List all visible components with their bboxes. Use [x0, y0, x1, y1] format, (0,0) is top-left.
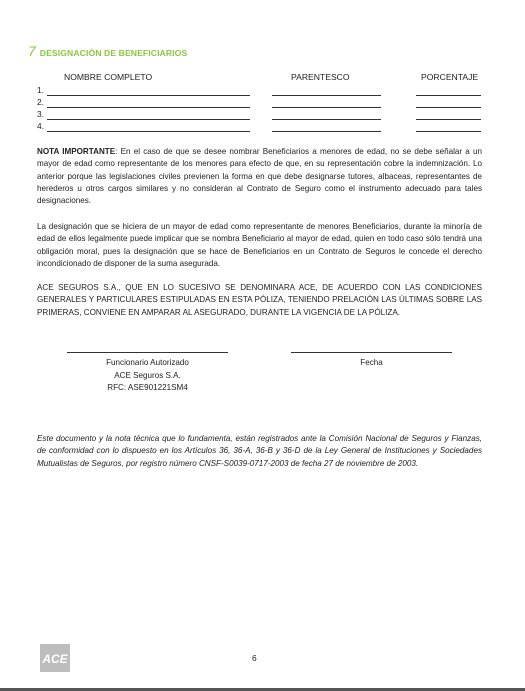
- name-field-line[interactable]: [47, 119, 250, 120]
- column-header-percentage: PORCENTAJE: [421, 72, 479, 82]
- signature-block-left: [67, 357, 228, 395]
- percentage-field-line[interactable]: [416, 131, 481, 132]
- column-header-relationship: PARENTESCO: [291, 72, 350, 82]
- company-rfc: RFC: ASE901221SM4: [107, 383, 188, 392]
- column-header-name: NOMBRE COMPLETO: [64, 72, 153, 82]
- registration-note: Este documento y la nota técnica que lo fundamenta, están registrados ante la Comisión Nacional de Seguros y Fianzas, de conformidad con lo dispuesto en los Artículos 36, 36-A, 36-B y 36-D de la Ley General de Instituciones y Sociedades Mutualistas de Seguros, por registro número CNSF-S0039-0717-2003 de fecha 27 de noviembre de 2003.: [37, 434, 482, 468]
- name-field-line[interactable]: [47, 131, 250, 132]
- important-note-text: : En el caso de que se desee nombrar Beneficiarios a menores de edad, no se debe señalar a un mayor de edad como representante de los menores para efecto de que, en su representación cobre la indemnización. Lo anterior porque las legislaciones civiles previenen la forma en que debe designarse tutores, albaceas, representantes de herederos u otros cargos similares y no consideran al Contrato de Seguro como el instrumento adecuado para tales designaciones.: [37, 147, 482, 206]
- row-number: 4.: [37, 121, 44, 131]
- ace-logo: [40, 644, 70, 672]
- signature-block-right: [291, 357, 452, 370]
- section-number: 7: [28, 43, 36, 59]
- beneficiary-row: [37, 85, 482, 95]
- section-title: DESIGNACIÓN DE BENEFICIARIOS: [39, 48, 188, 58]
- beneficiary-row: [37, 109, 482, 119]
- row-number: 3.: [37, 109, 44, 119]
- beneficiary-row: [37, 97, 482, 107]
- percentage-field-line[interactable]: [416, 95, 481, 96]
- date-label: Fecha: [360, 358, 383, 367]
- important-note-label: NOTA IMPORTANTE: [37, 147, 116, 156]
- section-header: [28, 44, 187, 58]
- row-number: 1.: [37, 85, 44, 95]
- signatory-title: Funcionario Autorizado: [106, 358, 189, 367]
- row-number: 2.: [37, 97, 44, 107]
- paragraph-minors: La designación que se hiciera de un mayor de edad como representante de menores Beneficiarios, durante la minoría de edad de ellos legalmente puede implicar que se nombra Beneficiario al mayor de edad, quien en todo caso sólo tendrá una obligación moral, pues la designación que se hace de Beneficiarios en un Contrato de Seguros le concede el derecho incondicionado de disponer de la suma asegurada.: [37, 222, 482, 268]
- relationship-field-line[interactable]: [272, 95, 381, 96]
- important-note: [37, 146, 482, 207]
- page-number: 6: [252, 653, 257, 663]
- beneficiary-row: [37, 121, 482, 131]
- name-field-line[interactable]: [47, 107, 250, 108]
- authorized-signature-line: [67, 352, 228, 353]
- ace-logo-text: ACE: [42, 652, 68, 666]
- relationship-field-line[interactable]: [272, 131, 381, 132]
- relationship-field-line[interactable]: [272, 107, 381, 108]
- company-name: ACE Seguros S.A.: [114, 370, 181, 380]
- date-signature-line: [291, 352, 452, 353]
- percentage-field-line[interactable]: [416, 119, 481, 120]
- relationship-field-line[interactable]: [272, 119, 381, 120]
- percentage-field-line[interactable]: [416, 107, 481, 108]
- name-field-line[interactable]: [47, 95, 250, 96]
- paragraph-ace-terms: ACE SEGUROS S.A., QUE EN LO SUCESIVO SE DENOMINARA ACE, DE ACUERDO CON LAS CONDICIONES GENERALES Y PARTICULARES ESTIPULADAS EN ESTA PÓLIZA, TENIENDO PRELACIÓN LAS ÚLTIMAS SOBRE LAS PRIMERAS, CONVIENE EN AMPARAR AL ASEGURADO, DURANTE LA VIGENCIA DE LA PÓLIZA.: [37, 283, 482, 317]
